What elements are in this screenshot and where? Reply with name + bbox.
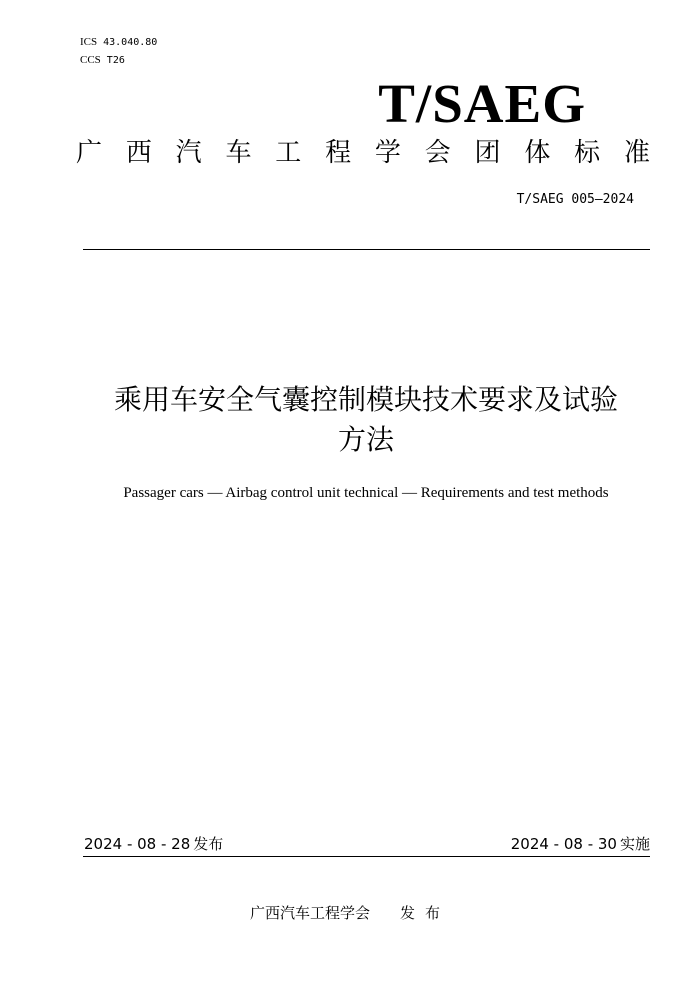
org-title-char: 西 bbox=[125, 138, 152, 168]
ccs-classification bbox=[80, 53, 125, 68]
implementation-date bbox=[511, 833, 650, 855]
standard-number: T/SAEG 005—2024 bbox=[516, 192, 634, 207]
title-zh-line-2: 方法 bbox=[337, 423, 394, 456]
organization-standard-title bbox=[76, 136, 650, 170]
org-title-char: 汽 bbox=[175, 138, 202, 168]
org-title-char: 学 bbox=[374, 138, 401, 168]
ccs-label: CCS bbox=[80, 54, 101, 66]
publisher-name: 广西汽车工程学会 bbox=[249, 904, 370, 922]
org-title-char: 工 bbox=[275, 138, 302, 168]
publish-date-value: 2024 - 08 - 28 bbox=[84, 835, 191, 853]
publish-label: 发布 bbox=[193, 835, 224, 853]
org-title-char: 程 bbox=[325, 138, 352, 168]
implement-date-value: 2024 - 08 - 30 bbox=[510, 835, 617, 853]
org-title-char: 车 bbox=[225, 138, 252, 168]
document-title-zh bbox=[60, 380, 672, 460]
document-title-en: Passager cars — Airbag control unit technical — Requirements and test methods bbox=[123, 485, 609, 501]
publisher-action: 发布 bbox=[400, 904, 451, 922]
ics-label: ICS bbox=[80, 36, 98, 48]
ccs-code: T26 bbox=[106, 55, 125, 66]
ics-classification bbox=[80, 35, 157, 50]
org-title-char: 团 bbox=[474, 138, 501, 168]
ics-code: 43.040.80 bbox=[103, 37, 158, 48]
org-title-char: 广 bbox=[76, 138, 103, 168]
footer-divider bbox=[83, 856, 650, 857]
org-title-char: 会 bbox=[424, 138, 451, 168]
publish-date bbox=[84, 833, 223, 855]
implement-label: 实施 bbox=[619, 835, 650, 853]
title-zh-line-1: 乘用车安全气囊控制模块技术要求及试验 bbox=[113, 383, 618, 416]
header-divider bbox=[83, 249, 650, 250]
standard-brand-mark: T/SAEG bbox=[378, 73, 586, 134]
org-title-char: 准 bbox=[623, 138, 650, 168]
org-title-char: 体 bbox=[524, 138, 551, 168]
org-title-char: 标 bbox=[574, 138, 601, 168]
publisher-statement bbox=[0, 902, 700, 924]
